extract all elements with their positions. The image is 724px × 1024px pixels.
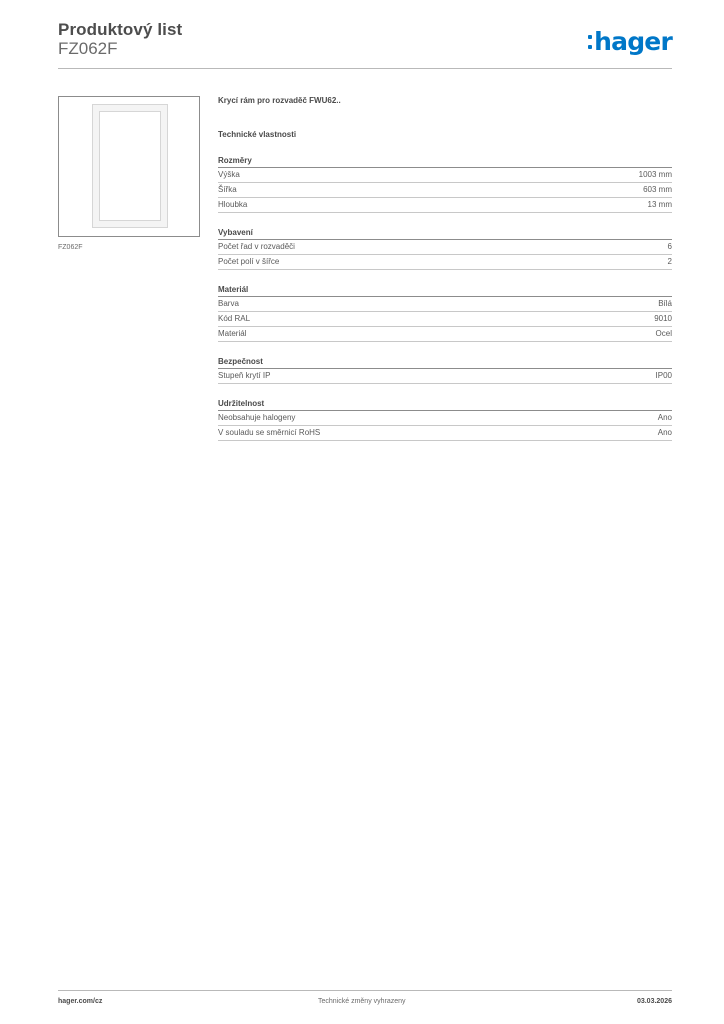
spec-value: Bílá (658, 299, 672, 308)
hager-logo[interactable] (588, 26, 672, 56)
spec-section (218, 285, 672, 342)
spec-row (218, 426, 672, 441)
spec-row (218, 240, 672, 255)
spec-value: IP00 (655, 371, 672, 380)
spec-label: Šířka (218, 185, 237, 194)
spec-row (218, 411, 672, 426)
spec-content (218, 96, 672, 441)
spec-label: Kód RAL (218, 314, 251, 323)
logo-dots-icon (588, 35, 592, 49)
spec-row (218, 369, 672, 384)
spec-row (218, 255, 672, 270)
logo-text: hager (594, 26, 672, 56)
technical-properties-heading: Technické vlastnosti (218, 130, 297, 139)
spec-row (218, 327, 672, 342)
section-title: Rozměry (218, 156, 672, 168)
section-title: Vybavení (218, 228, 672, 240)
spec-label: Materiál (218, 329, 247, 338)
spec-label: Hloubka (218, 200, 248, 209)
spec-value: 2 (667, 257, 672, 266)
image-caption: FZ062F (58, 244, 83, 251)
footer-note: Technické změny vyhrazeny (318, 998, 406, 1005)
footer-divider (58, 990, 672, 991)
spec-label: V souladu se směrnicí RoHS (218, 428, 321, 437)
footer-website[interactable]: hager.com/cz (58, 998, 103, 1005)
section-title: Udržitelnost (218, 399, 672, 411)
product-code: FZ062F (58, 39, 118, 58)
spec-sections (218, 156, 672, 441)
header-divider (58, 68, 672, 69)
cover-frame-illustration (93, 105, 167, 227)
spec-section (218, 156, 672, 213)
spec-value: 13 mm (647, 200, 672, 209)
spec-label: Výška (218, 170, 240, 179)
spec-row (218, 168, 672, 183)
spec-row (218, 312, 672, 327)
spec-section (218, 228, 672, 270)
spec-section (218, 399, 672, 441)
footer-date: 03.03.2026 (636, 998, 672, 1005)
spec-label: Počet polí v šířce (218, 257, 280, 266)
spec-value: 9010 (654, 314, 672, 323)
spec-label: Neobsahuje halogeny (218, 413, 296, 422)
spec-section (218, 357, 672, 384)
spec-row (218, 297, 672, 312)
section-title: Materiál (218, 285, 672, 297)
product-image (58, 96, 200, 237)
spec-row (218, 183, 672, 198)
spec-value: 6 (667, 242, 672, 251)
spec-value: Ocel (655, 329, 672, 338)
document-header (58, 20, 672, 70)
spec-label: Počet řad v rozvaděči (218, 242, 295, 251)
spec-label: Barva (218, 299, 239, 308)
page-title: Produktový list (58, 20, 183, 39)
spec-value: 603 mm (643, 185, 672, 194)
spec-label: Stupeň krytí IP (218, 371, 271, 380)
spec-value: Ano (657, 413, 672, 422)
product-description: Krycí rám pro rozvaděč FWU62.. (218, 96, 341, 105)
spec-row (218, 198, 672, 213)
section-title: Bezpečnost (218, 357, 672, 369)
spec-value: Ano (657, 428, 672, 437)
spec-value: 1003 mm (638, 170, 672, 179)
